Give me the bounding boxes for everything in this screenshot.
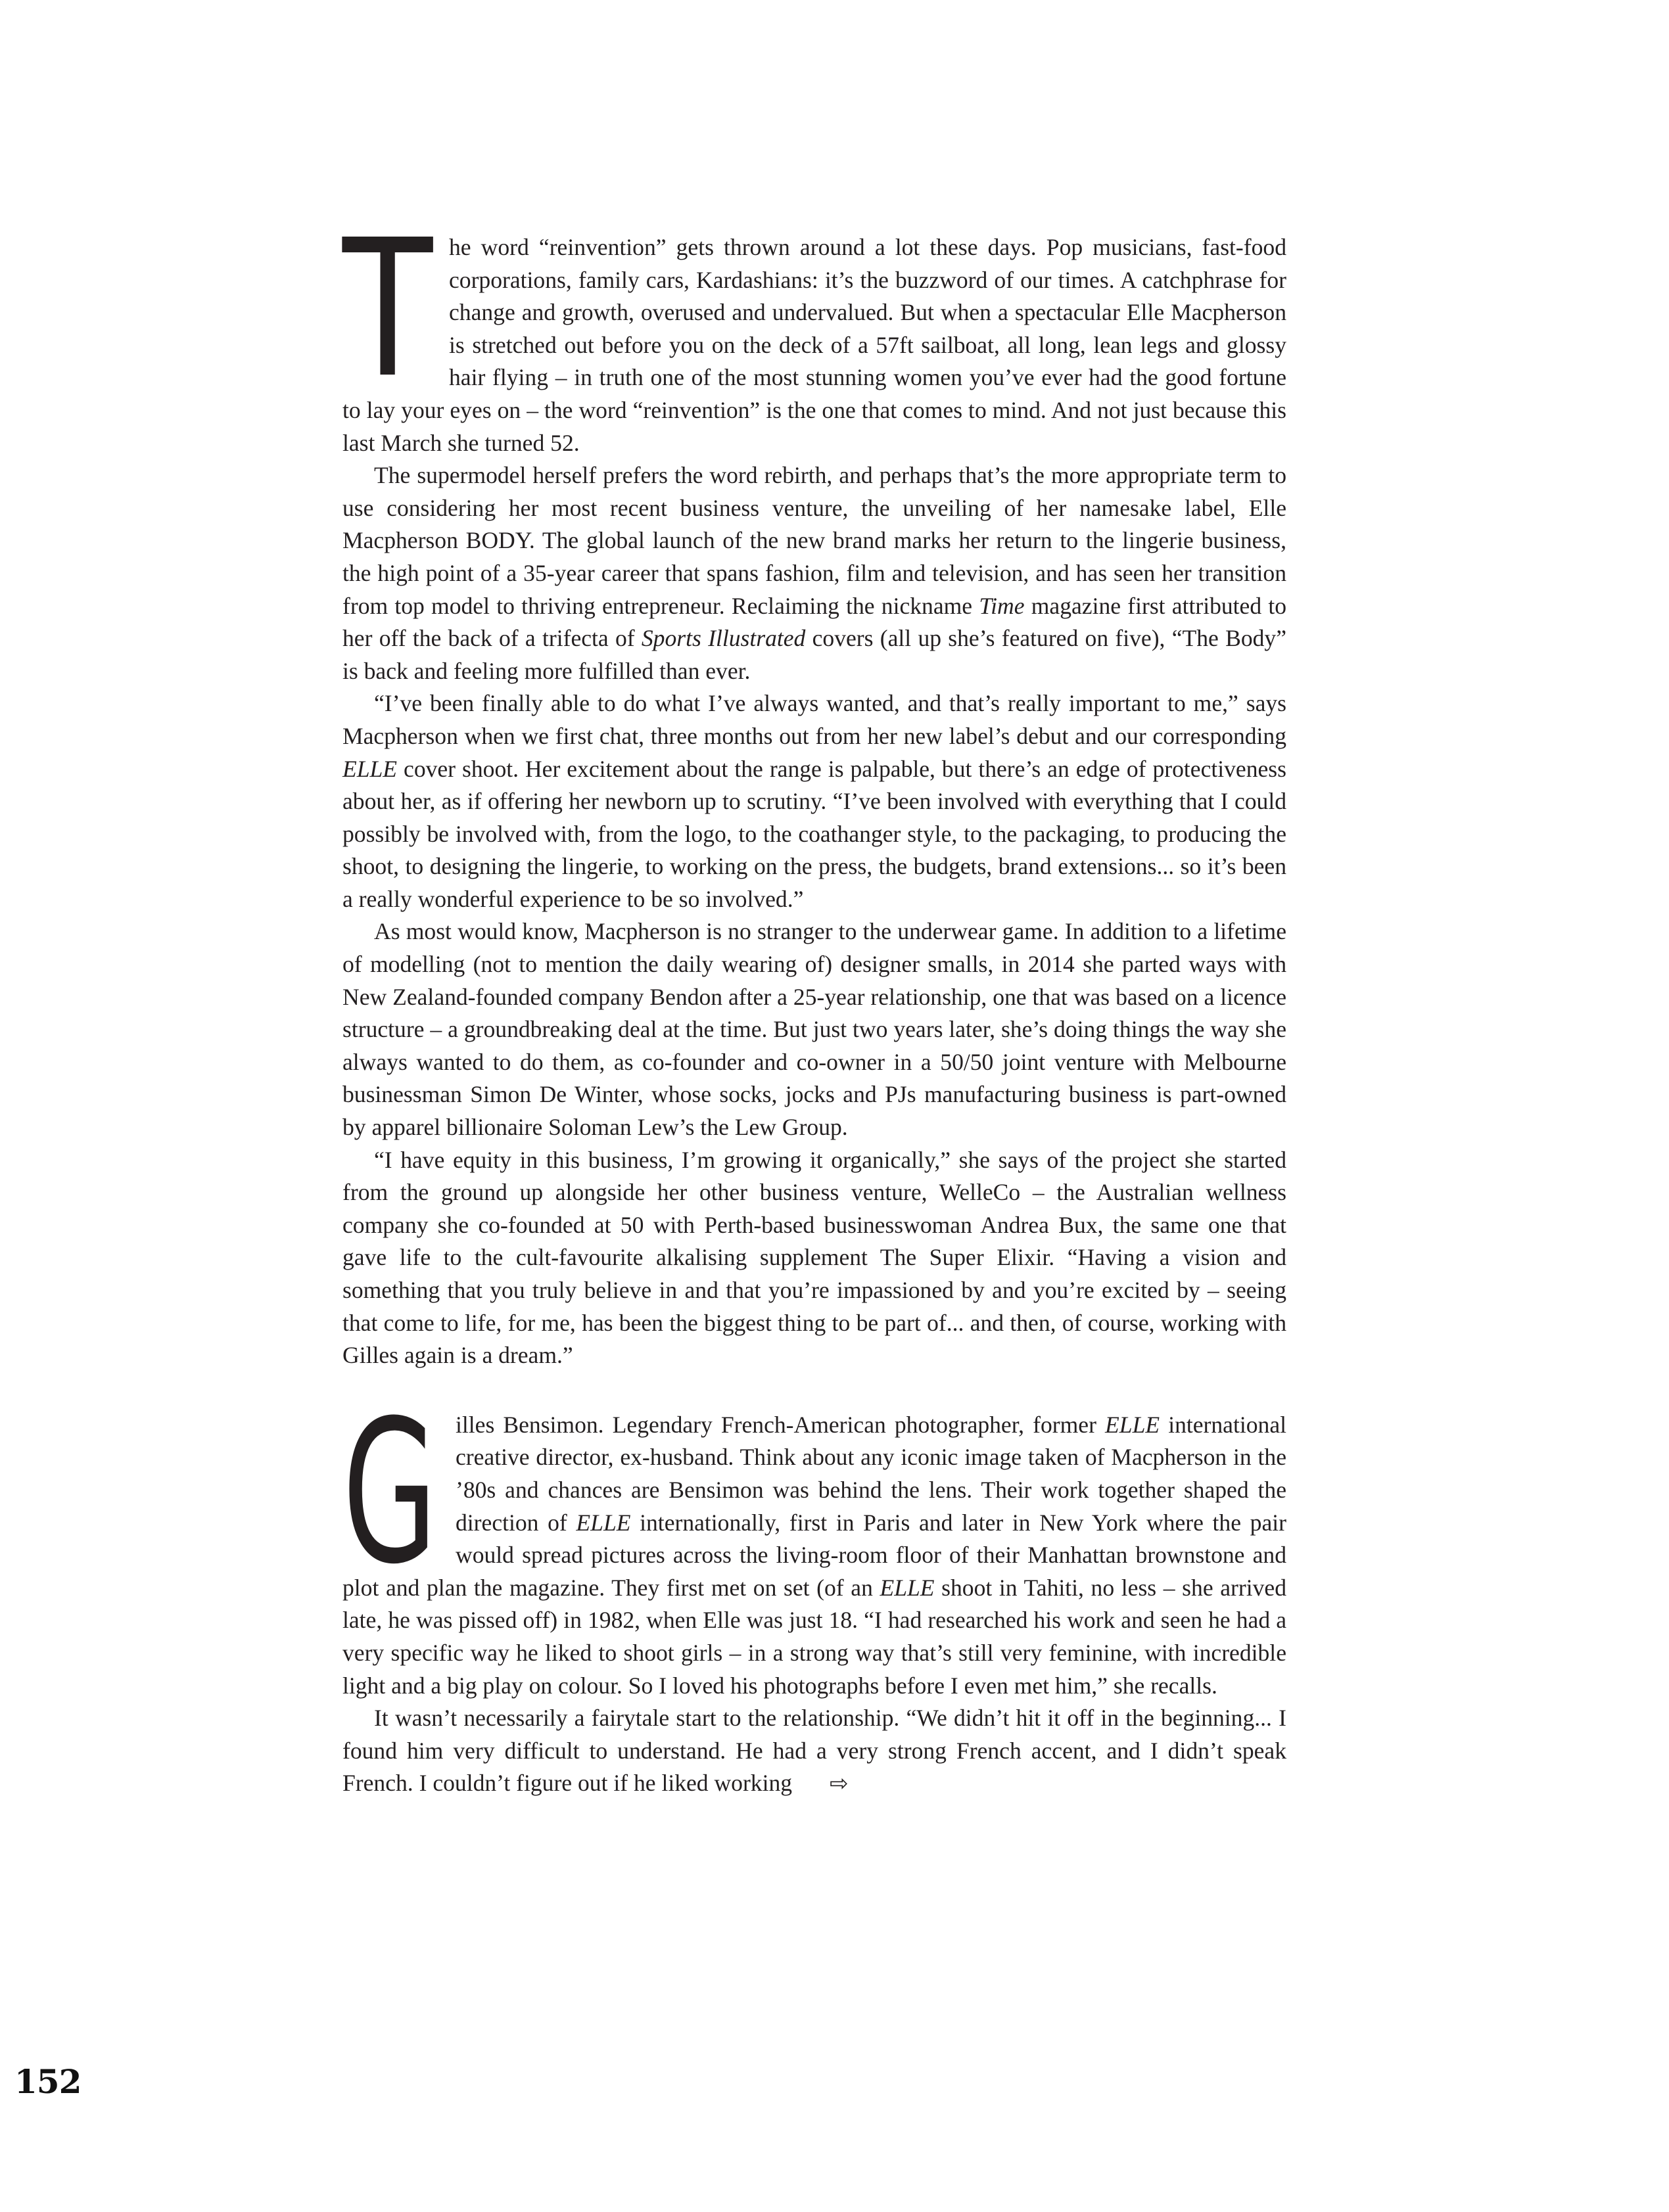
text-run: “I’ve been finally able to do what I’ve always wanted, and that’s really important to me,” says Macpherson when we first chat, three months out from her new label’s debut and our corresponding [342,690,1286,749]
italic-text: ELLE [342,755,398,782]
italic-text: ELLE [1105,1411,1160,1438]
text-run: he word “reinvention” gets thrown around a lot these days. Pop musicians, fast-food corporations, family cars, Kardashians: it’s the buzzword of our times. A catchphrase for change and growth, overused and undervalued. But when a spectacular Elle Macpherson is stretched out before you on the deck of a 57ft sailboat, all long, lean legs and glossy hair flying – in truth one of the most stunning women you’ve ever had the good fortune to lay your eyes on – the word “reinvention” is the one that comes to mind. And not just because this last March she turned 52. [342,234,1286,456]
section-1 [342,199,1287,1372]
text-run: As most would know, Macpherson is no stranger to the underwear game. In addition to a lifetime of modelling (not to mention the daily wearing of) designer smalls, in 2014 she parted ways with New Zealand-founded company Bendon after a 25-year relationship, one that was based on a licence structure – a groundbreaking deal at the time. But just two years later, she’s doing things the way she always wanted to do them, as co-founder and co-owner in a 50/50 joint venture with Melbourne businessman Simon De Winter, whose socks, jocks and PJs manufacturing business is part-owned by apparel billionaire Soloman Lew’s the Lew Group. [342,918,1286,1141]
text-run: covers (all up she’s featured on five), “The Body” is back and feeling more fulfilled than ever. [342,625,1286,684]
italic-text: Sports Illustrated [641,625,806,652]
paragraph [342,915,1286,1143]
section-gap [342,1372,1286,1409]
italic-text: ELLE [576,1509,631,1536]
text-run: The supermodel herself prefers the word rebirth, and perhaps that’s the more appropriate term to use considering her most recent business venture, the unveiling of her namesake label, Elle Macpherson BODY. The global launch of the new brand marks her return to the lingerie business, the high point of a 35-year career that spans fashion, film and television, and has seen her transition from top model to thriving entrepreneur. Reclaiming the nickname [342,462,1286,619]
paragraph [342,1702,1286,1801]
text-run: cover shoot. Her excitement about the range is palpable, but there’s an edge of protectiveness about her, as if offering her newborn up to scrutiny. “I’ve been involved with everything that I could possibly be involved with, from the logo, to the coathanger style, to the packaging, to producing the shoot, to designing the lingerie, to working on the press, the budgets, brand extensions... so it’s been a really wonderful experience to be so involved.” [342,755,1286,912]
page-number: 152 [14,2062,82,2101]
text-run: “I have equity in this business, I’m growing it organically,” she says of the project she started from the ground up alongside her other business venture, WelleCo – the Australian wellness company she co-founded at 50 with Perth-based businesswoman Andrea Bux, the same one that gave life to the cult-favourite alkalising supplement The Super Elixir. “Having a vision and something that you truly believe in and that you’re impassioned by and you’re excited by – seeing that come to life, for me, has been the biggest thing to be part of... and then, of course, working with Gilles again is a dream.” [342,1146,1286,1369]
paragraph [342,459,1286,687]
continue-arrow-icon: ⇨ [829,1770,849,1797]
article-body [342,199,1287,1801]
paragraph [342,1144,1286,1372]
drop-cap-g: G [342,1377,438,1607]
text-run: magazine first attributed to her off the back of a trifecta of [342,592,1287,652]
drop-cap-t: T [342,199,432,419]
section-2 [342,1377,1286,1801]
paragraph [342,199,1286,459]
paragraph [342,1377,1286,1702]
text-run: It wasn’t necessarily a fairytale start to the relationship. “We didn’t hit it off in the beginning... I found him very difficult to understand. He had a very strong French accent, and I didn’t speak French. I couldn’t figure out if he liked working [342,1705,1286,1797]
italic-text: Time [979,592,1025,619]
text-run: shoot in Tahiti, no less – she arrived late, he was pissed off) in 1982, when Elle was just 18. “I had researched his work and seen he had a very specific way he liked to shoot girls – in a strong way that’s still very feminine, with incredible light and a big play on colour. So I loved his photographs before I even met him,” she recalls. [342,1574,1286,1699]
text-run: internationally, first in Paris and later in New York where the pair would spread pictures across the living-room floor of their Manhattan brownstone and plot and plan the magazine. They first met on set (of an [342,1509,1286,1601]
paragraph [342,687,1286,915]
text-run: illes Bensimon. Legendary French-American photographer, former [456,1411,1106,1438]
text-run: international creative director, ex-husband. Think about any iconic image taken of Macpherson in the ’80s and chances are Bensimon was behind the lens. Their work together shaped the direction of [456,1411,1286,1536]
italic-text: ELLE [880,1574,935,1601]
